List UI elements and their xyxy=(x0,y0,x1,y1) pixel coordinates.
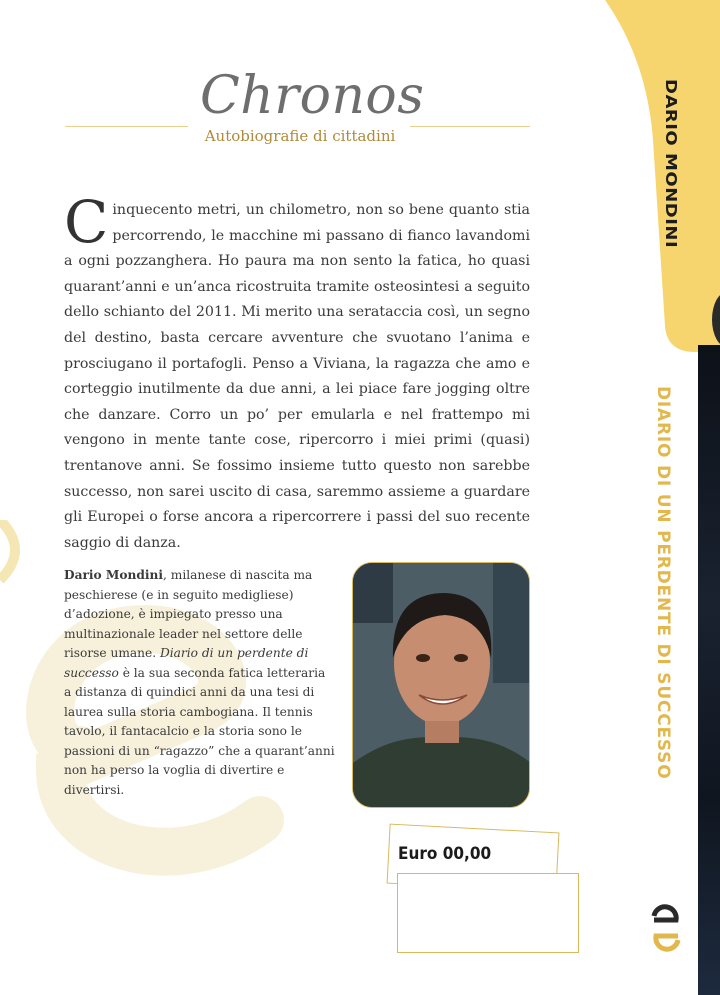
author-bio xyxy=(64,566,336,800)
header-rule-right xyxy=(410,126,530,127)
author-photo xyxy=(352,562,530,808)
bio-text-2: è la sua seconda fatica letteraria a distanza di quindici anni da una tesi di laurea sulla storia cambogiana. Il tennis tavolo, il fantacalcio e la storia sono le passioni di un “ragazzo” che a quarant’anni non ha perso la voglia di divertire e divertirsi. xyxy=(64,665,335,797)
series-title: Chronos xyxy=(200,66,425,126)
price-label: Euro 00,00 xyxy=(398,844,492,864)
spine-title: DIARIO DI UN PERDENTE DI SUCCESSO xyxy=(653,386,673,780)
bio-text-1: , milanese di nascita ma peschierese (e in seguito medigliese) d’adozione, è impiegato presso una multinazionale leader nel settore delle risorse umane. xyxy=(64,568,313,660)
series-subtitle: Autobiografie di cittadini xyxy=(204,127,396,145)
barcode-box xyxy=(397,873,579,953)
excerpt-text: inquecento metri, un chilometro, non so bene quanto stia percorrendo, le macchine mi passano di fianco lavandomi a ogni pozzanghera. Ho paura ma non sento la fatica, ho quasi quarant’anni e un’anca ricostruita tramite osteosintesi a seguito dello schianto del 2011. Mi merito una serataccia così, un segno del destino, basta cercare avventure che svuotano l’anima e prosciugano il portafogli. Penso a Viviana, la ragazza che amo e corteggio inutilmente da due anni, a lei piace fare jogging oltre che danzare. Corro un po’ per emularla e nel frattempo mi vengono in mente tante cose, ripercorro i miei primi (quasi) trentanove anni. Se fossimo insieme tutto questo non sarebbe successo, non sarei uscito di casa, saremmo assieme a guardare gli Europei o forse ancora a ripercorrere i passi del suo recente saggio di danza. xyxy=(64,202,530,551)
spine-dark-strip xyxy=(698,345,720,995)
bio-book-title: Diario di un perdente di successo xyxy=(64,646,309,680)
header-rule-left xyxy=(65,126,188,127)
spine-author: DARIO MONDINI xyxy=(662,79,680,249)
portrait-illustration xyxy=(353,563,530,808)
back-cover-excerpt xyxy=(64,188,530,556)
drop-cap: C xyxy=(64,188,109,256)
publisher-logo-icon xyxy=(648,902,684,954)
bio-author-name: Dario Mondini xyxy=(64,568,164,582)
